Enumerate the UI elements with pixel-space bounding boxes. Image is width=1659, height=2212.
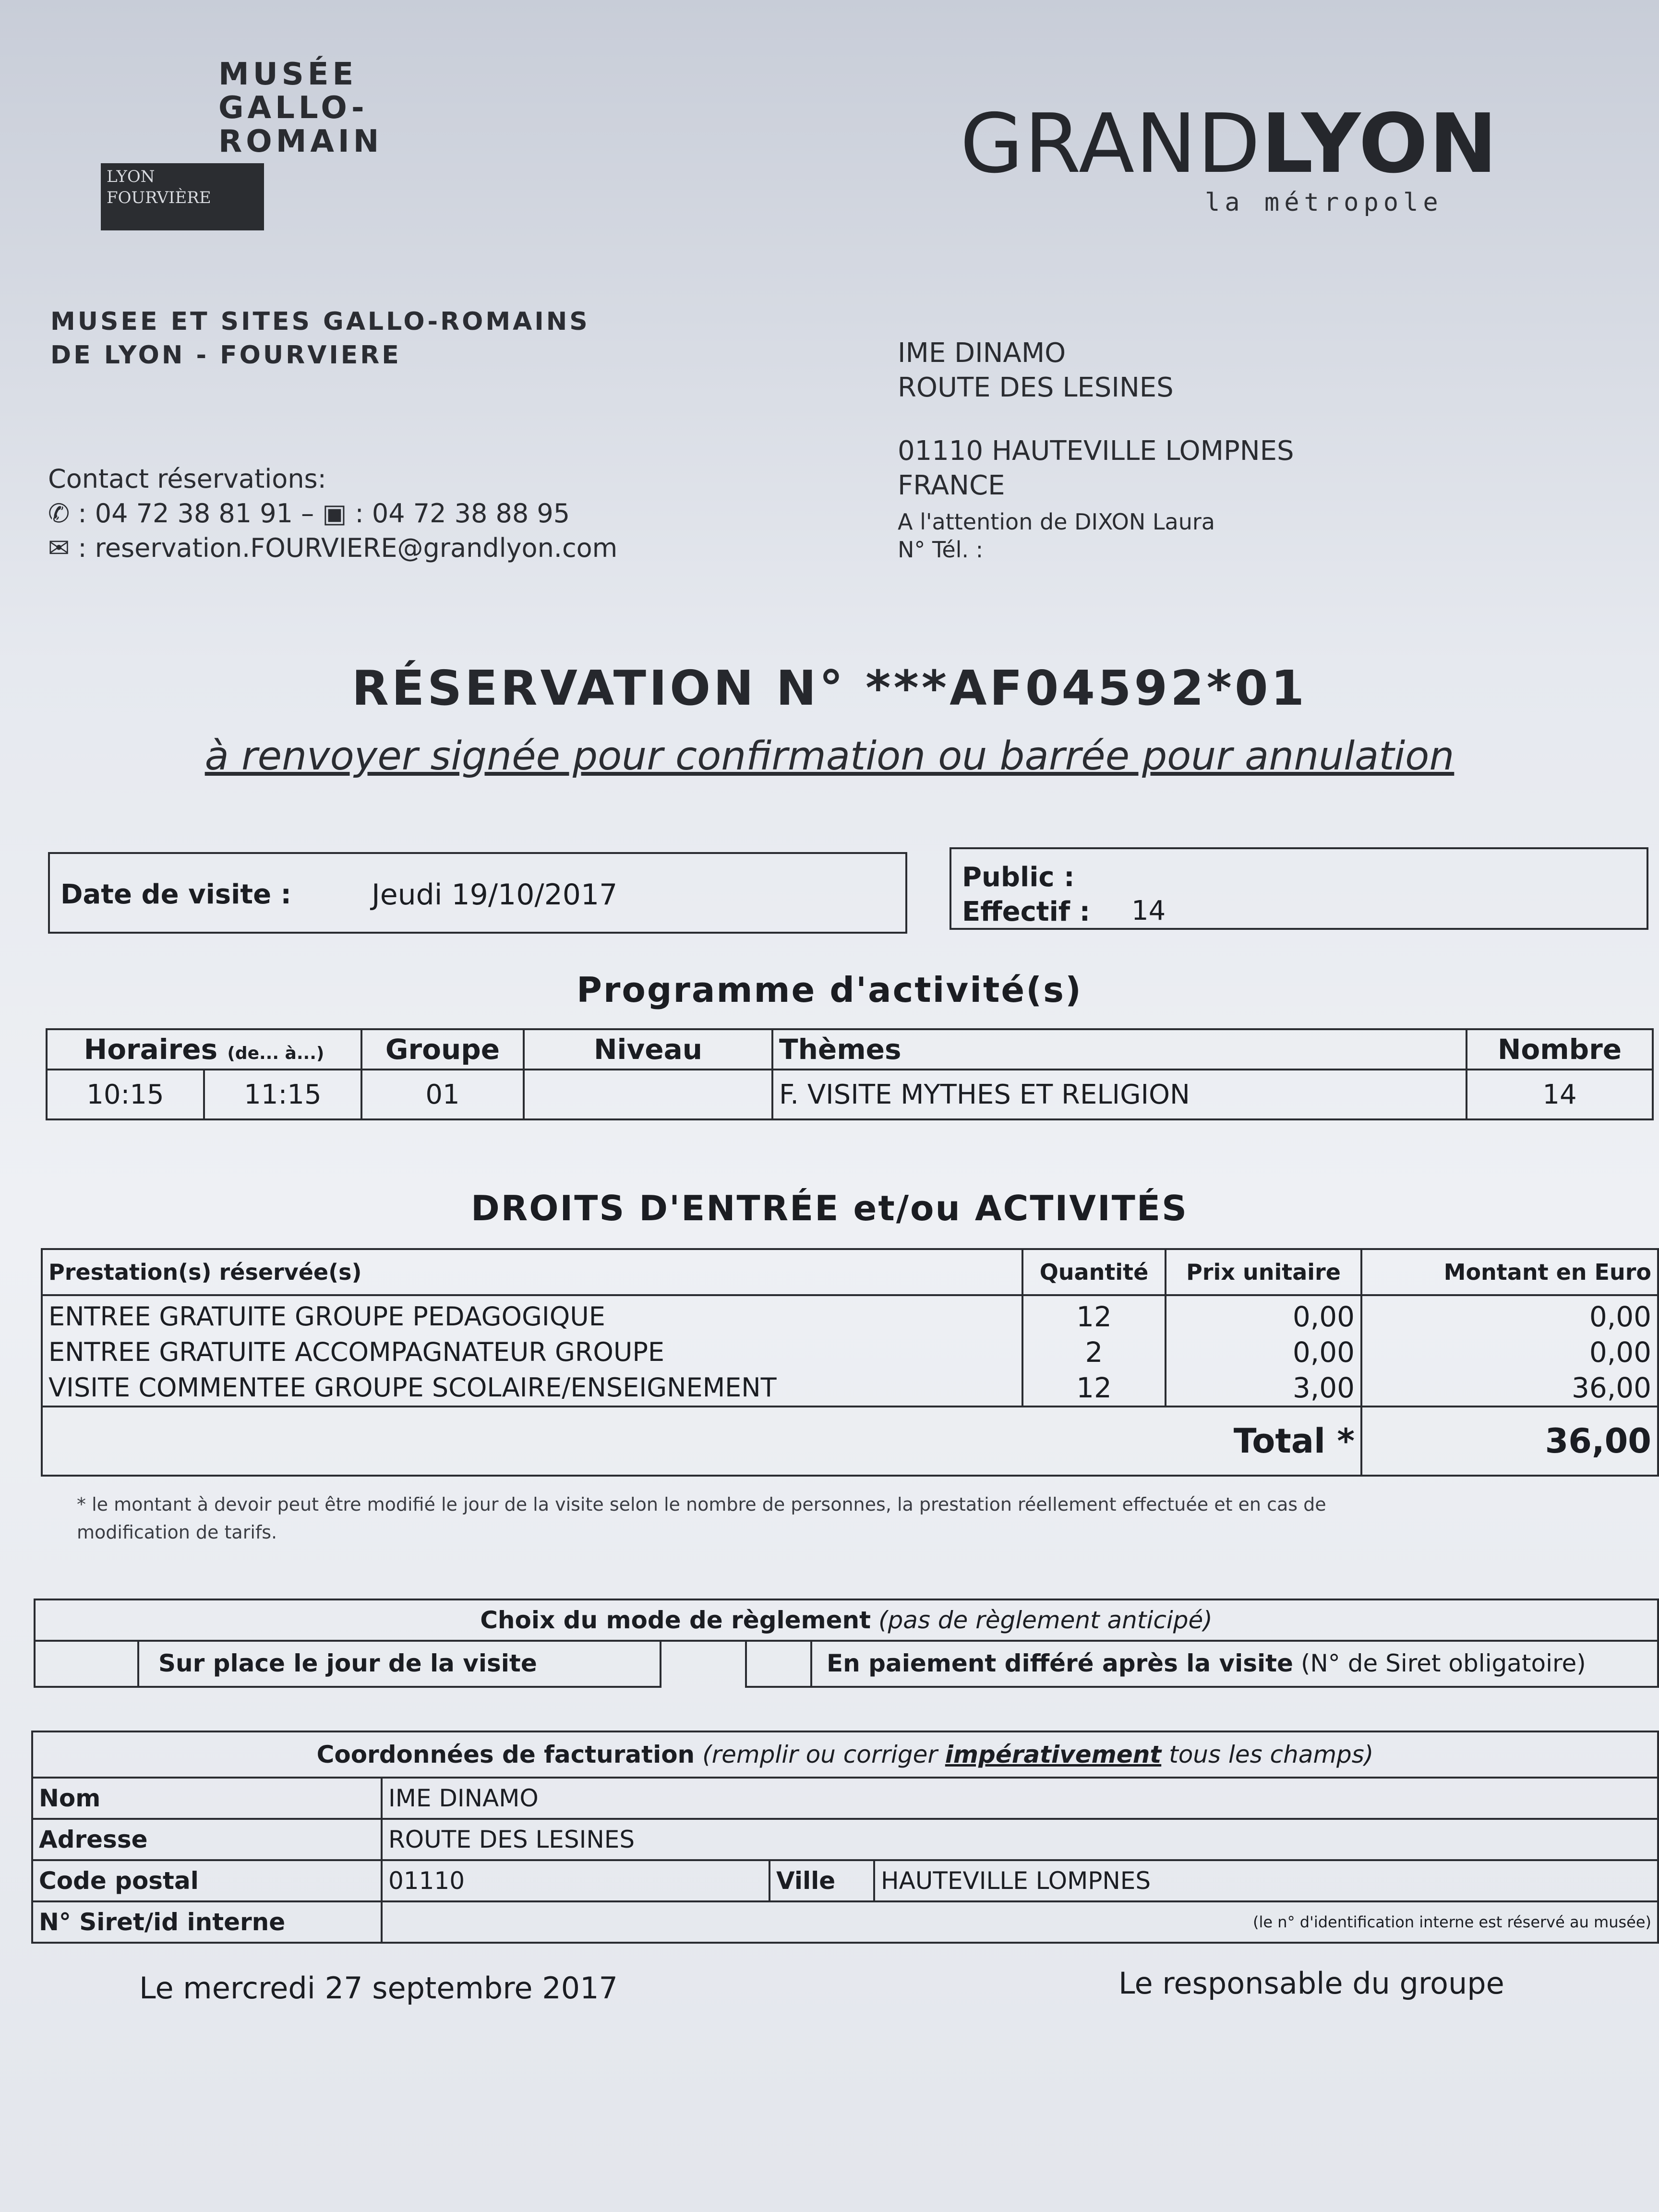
table-row [32,1901,1658,1943]
museum-name [50,305,590,372]
reservation-subtitle: à renvoyer signée pour confirmation ou barrée pour annulation [204,733,1455,779]
recipient-address [898,336,1294,564]
prestation-desc: ENTREE GRATUITE GROUPE PEDAGOGIQUE [48,1301,605,1332]
logo-line: GALLO- [218,90,368,126]
payment-option1-label: Sur place le jour de la visite [158,1649,537,1677]
payment-option2-text [827,1649,1586,1677]
logo-line: MUSÉE [218,57,358,92]
header-groupe: Groupe [361,1029,524,1070]
contact-block [48,462,617,565]
header-horaires [47,1029,361,1070]
logo-line: ROMAIN [218,124,383,159]
payment-option2 [810,1640,1659,1688]
museum-logo-badge [101,163,264,230]
museum-logo [218,58,383,158]
theme-value: F. VISITE MYTHES ET RELIGION [772,1070,1467,1119]
cp-label: Code postal [32,1860,382,1901]
prix-value: 0,00 [1292,1336,1355,1369]
table-row [32,1860,1658,1901]
recipient-city: 01110 HAUTEVILLE LOMPNES [898,435,1294,467]
prix-value: 0,00 [1292,1300,1355,1333]
table-row [32,1819,1658,1860]
groupe-value: 01 [361,1070,524,1119]
grandlyon-logo-left: GRAND [960,96,1262,192]
billing-header [32,1731,1658,1778]
tariff-note-line: modification de tarifs. [77,1522,277,1543]
total-row [42,1407,1658,1476]
ville-label: Ville [769,1860,874,1901]
quantite-value: 12 [1076,1371,1112,1404]
visit-date-label: Date de visite : [60,879,291,910]
payment-option1-checkbox[interactable] [34,1640,139,1688]
time-to: 11:15 [204,1070,361,1119]
header-prestation: Prestation(s) réservée(s) [42,1249,1022,1295]
montant-value: 0,00 [1589,1300,1651,1333]
header-quantite: Quantité [1022,1249,1166,1295]
header-montant: Montant en Euro [1361,1249,1658,1295]
payment-header [34,1599,1659,1642]
prestation-desc: VISITE COMMENTEE GROUPE SCOLAIRE/ENSEIGNEMENT [48,1372,777,1403]
siret-field[interactable] [382,1901,1658,1943]
prestation-desc: ENTREE GRATUITE ACCOMPAGNATEUR GROUPE [48,1337,665,1367]
nombre-value: 14 [1467,1070,1653,1119]
grandlyon-logo-right: LYON [1261,96,1499,192]
effectif-value: 14 [1131,895,1166,926]
visit-date-value: Jeudi 19/10/2017 [372,878,618,912]
payment-title: Choix du mode de règlement [480,1606,871,1634]
nom-field[interactable]: IME DINAMO [382,1778,1658,1819]
header-horaires-hint: (de... à...) [227,1044,325,1063]
table-row [32,1778,1658,1819]
grandlyon-subtitle: la métropole [1205,188,1443,217]
recipient-street: ROUTE DES LESINES [898,372,1174,403]
contact-phone: ✆ : 04 72 38 81 91 – ▣ : 04 72 38 88 95 [48,498,570,529]
header-nombre: Nombre [1467,1029,1653,1070]
prix-value: 3,00 [1292,1371,1355,1404]
niveau-value [524,1070,772,1119]
payment-option2-label: En paiement différé après la visite [827,1649,1293,1677]
visit-date-box [48,852,907,934]
payment-title-note: (pas de règlement anticipé) [878,1606,1213,1634]
montant-list [1361,1295,1658,1407]
quantite-list [1022,1295,1166,1407]
header-horaires-label: Horaires [84,1033,218,1066]
total-label: Total * [42,1407,1361,1476]
recipient-name: IME DINAMO [898,337,1066,369]
ville-field[interactable]: HAUTEVILLE LOMPNES [874,1860,1658,1901]
payment-option1 [137,1640,661,1688]
table-row [47,1070,1653,1119]
cp-field[interactable]: 01110 [382,1860,769,1901]
contact-email: ✉ : reservation.FOURVIERE@grandlyon.com [48,533,618,563]
public-box [950,847,1648,930]
billing-title-post: tous les champs) [1169,1741,1374,1768]
payment-option2-note: (N° de Siret obligatoire) [1300,1649,1586,1677]
table-row [42,1295,1658,1407]
logo-badge-line: FOURVIÈRE [107,188,211,207]
billing-title-emph: impérativement [945,1741,1162,1768]
header-niveau: Niveau [524,1029,772,1070]
siret-label: N° Siret/id interne [32,1901,382,1943]
billing-table [31,1731,1659,1944]
public-label: Public : [962,862,1075,893]
museum-name-line: MUSEE ET SITES GALLO-ROMAINS [50,307,590,336]
recipient-country: FRANCE [898,470,1005,501]
nom-label: Nom [32,1778,382,1819]
montant-value: 0,00 [1589,1336,1651,1369]
droits-table [41,1248,1659,1477]
prestation-list [42,1295,1022,1407]
tariff-note [77,1491,1326,1546]
adresse-field[interactable]: ROUTE DES LESINES [382,1819,1658,1860]
billing-title: Coordonnées de facturation [316,1741,695,1768]
total-value: 36,00 [1361,1407,1658,1476]
header-prix: Prix unitaire [1166,1249,1361,1295]
grandlyon-logo [960,96,1499,192]
logo-badge-line: LYON [107,167,155,186]
contact-label: Contact réservations: [48,464,326,494]
recipient-attention: A l'attention de DIXON Laura [898,509,1215,535]
droits-title: DROITS D'ENTRÉE et/ou ACTIVITÉS [471,1188,1188,1228]
signature-label: Le responsable du groupe [1118,1966,1504,2001]
adresse-label: Adresse [32,1819,382,1860]
header-themes: Thèmes [772,1029,1467,1070]
billing-title-pre: (remplir ou corriger [702,1741,938,1768]
recipient-tel: N° Tél. : [898,537,984,563]
siret-note: (le n° d'identification interne est réservé au musée) [1253,1913,1651,1931]
payment-option2-checkbox[interactable] [745,1640,812,1688]
museum-name-line: DE LYON - FOURVIERE [50,341,401,370]
montant-value: 36,00 [1571,1371,1651,1404]
reservation-title: RÉSERVATION N° ***AF04592*01 [351,660,1308,716]
programme-table [46,1028,1654,1120]
document-date: Le mercredi 27 septembre 2017 [139,1971,618,2006]
tariff-note-line: * le montant à devoir peut être modifié le jour de la visite selon le nombre de personnes, la prestation réellement effectuée et en cas de [77,1494,1326,1515]
quantite-value: 12 [1076,1300,1112,1333]
effectif-label: Effectif : [962,896,1091,927]
prix-list [1166,1295,1361,1407]
programme-title: Programme d'activité(s) [577,970,1082,1010]
quantite-value: 2 [1085,1336,1103,1369]
time-from: 10:15 [47,1070,204,1119]
